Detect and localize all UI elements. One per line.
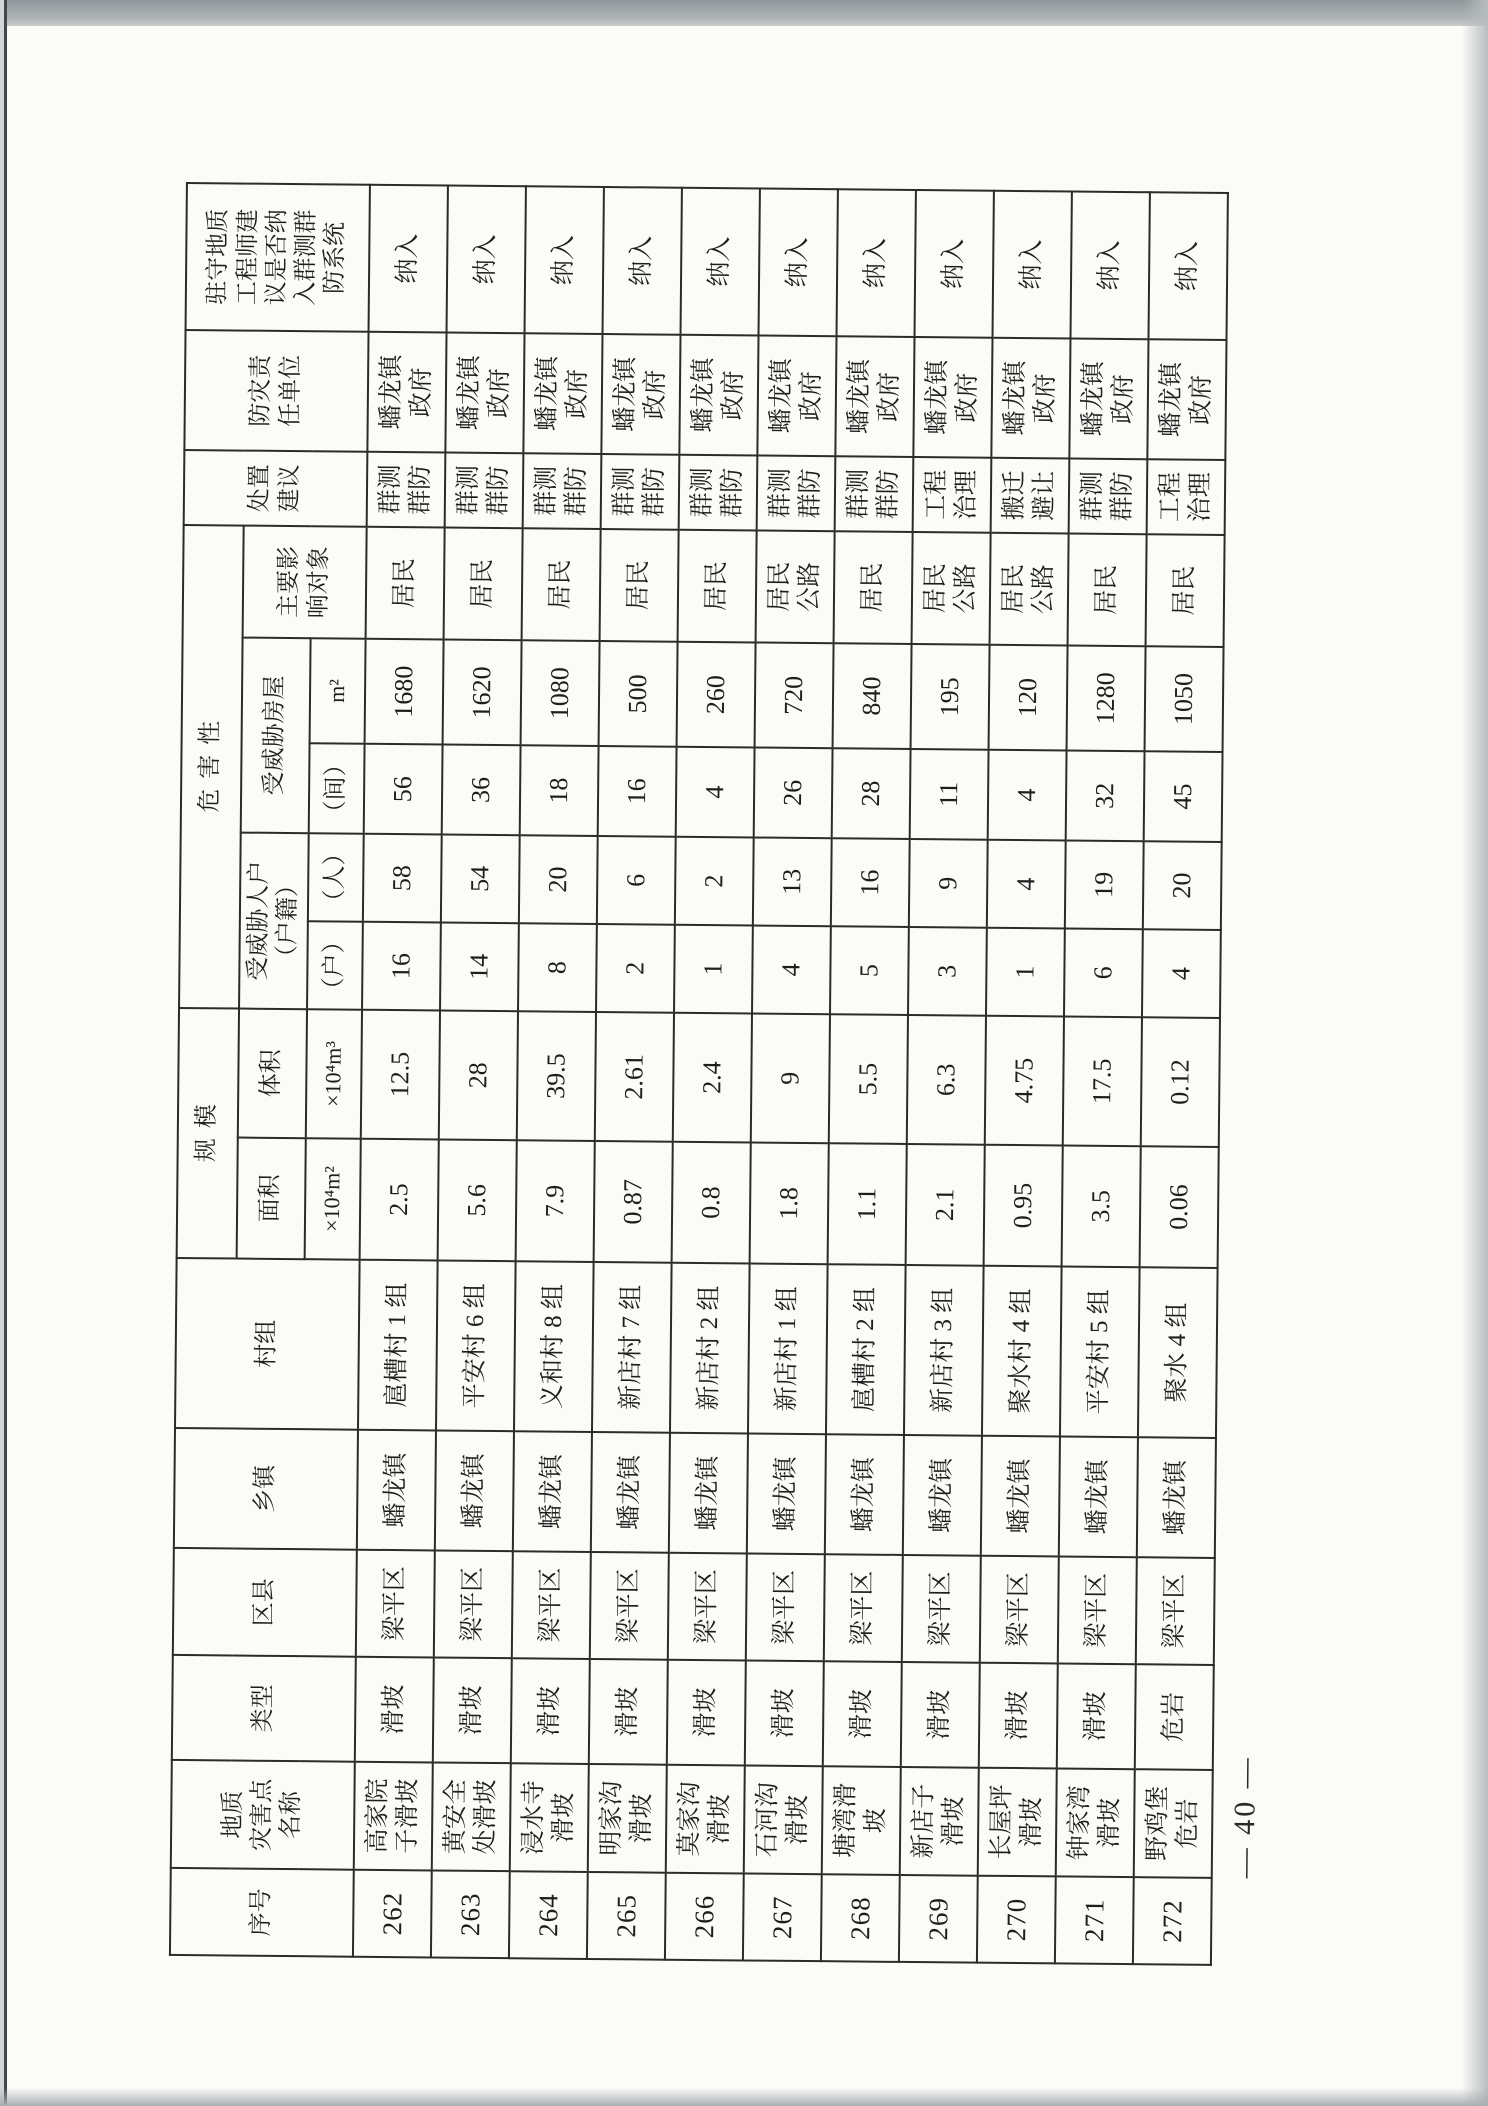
cell-district: 梁平区: [434, 1550, 513, 1658]
cell-hu: 16: [362, 922, 441, 1011]
cell-ren: 4: [987, 840, 1066, 929]
cell-hu: 8: [518, 923, 597, 1012]
cell-no: 267: [743, 1873, 822, 1961]
header-m2-unit: m²: [310, 638, 366, 744]
cell-ren: 16: [831, 838, 910, 927]
header-hazard-name: 地质 灾害点 名称: [171, 1760, 355, 1870]
cell-no: 271: [1055, 1876, 1134, 1964]
scan-top-shadow: [0, 0, 1488, 26]
cell-engineer: 纳入: [1071, 191, 1150, 339]
cell-hu: 1: [986, 928, 1065, 1017]
cell-town: 蟠龙镇: [1137, 1437, 1216, 1558]
header-suggestion: 处置 建议: [184, 450, 368, 527]
header-responsible: 防灾责 任单位: [184, 330, 368, 452]
table-row: [1133, 192, 1228, 1965]
cell-engineer: 纳入: [837, 189, 916, 337]
cell-area: 7.9: [516, 1140, 595, 1262]
cell-volume: 0.12: [1141, 1017, 1220, 1147]
cell-engineer: 纳入: [759, 188, 838, 336]
cell-hu: 4: [752, 925, 831, 1014]
cell-town: 蟠龙镇: [747, 1433, 826, 1554]
cell-engineer: 纳入: [1148, 192, 1227, 340]
cell-ren: 58: [363, 834, 442, 923]
cell-responsible: 蟠龙镇 政府: [913, 337, 992, 458]
cell-town: 蟠龙镇: [591, 1432, 670, 1553]
cell-m2: 500: [599, 641, 678, 747]
cell-responsible: 蟠龙镇 政府: [835, 336, 914, 457]
cell-name: 明家沟 滑坡: [588, 1764, 667, 1873]
cell-name: 黄安全 处滑坡: [432, 1762, 511, 1871]
cell-village: 新店村 7 组: [592, 1262, 672, 1433]
header-district: 区县: [173, 1548, 357, 1657]
cell-village: 平安村 5 组: [1060, 1266, 1140, 1437]
cell-impact: 居民 公路: [756, 530, 835, 643]
cell-suggestion: 群测 群防: [679, 455, 758, 531]
cell-no: 262: [353, 1870, 432, 1958]
cell-name: 石河沟 滑坡: [744, 1765, 823, 1874]
cell-suggestion: 群测 群防: [601, 454, 680, 530]
table-header: [170, 183, 370, 1957]
cell-suggestion: 群测 群防: [367, 452, 446, 528]
cell-jian: 11: [910, 749, 989, 840]
scan-right-shadow: [1462, 0, 1488, 2106]
cell-jian: 4: [988, 750, 1067, 841]
cell-district: 梁平区: [668, 1553, 747, 1661]
cell-district: 梁平区: [512, 1551, 591, 1659]
cell-m2: 720: [755, 642, 834, 748]
cell-no: 265: [587, 1872, 666, 1960]
cell-area: 5.6: [438, 1139, 517, 1261]
cell-area: 1.1: [828, 1143, 907, 1265]
cell-no: 263: [431, 1870, 510, 1958]
cell-impact: 居民: [1146, 534, 1225, 647]
cell-district: 梁平区: [824, 1554, 903, 1662]
cell-responsible: 蟠龙镇 政府: [523, 333, 602, 454]
cell-responsible: 蟠龙镇 政府: [1147, 339, 1226, 460]
cell-ren: 54: [441, 834, 520, 923]
cell-no: 264: [509, 1871, 588, 1959]
cell-name: 高家院 子滑坡: [354, 1762, 433, 1871]
cell-type: 滑坡: [355, 1657, 434, 1763]
cell-town: 蟠龙镇: [513, 1431, 592, 1552]
cell-name: 浸水寺 滑坡: [510, 1763, 589, 1872]
cell-no: 270: [977, 1876, 1056, 1964]
cell-responsible: 蟠龙镇 政府: [367, 332, 446, 453]
cell-responsible: 蟠龙镇 政府: [1069, 338, 1148, 459]
cell-impact: 居民: [522, 528, 601, 641]
cell-type: 滑坡: [823, 1661, 902, 1767]
cell-ren: 9: [909, 839, 988, 928]
cell-jian: 4: [676, 747, 755, 838]
cell-responsible: 蟠龙镇 政府: [679, 335, 758, 456]
cell-hu: 14: [440, 922, 519, 1011]
cell-m2: 1620: [443, 639, 522, 745]
cell-type: 滑坡: [901, 1662, 980, 1768]
cell-district: 梁平区: [902, 1555, 981, 1663]
cell-district: 梁平区: [1058, 1556, 1137, 1664]
cell-ren: 2: [675, 837, 754, 926]
cell-village: 义和村 8 组: [514, 1261, 594, 1432]
header-volume-unit: ×10⁴m³: [306, 1009, 362, 1139]
cell-suggestion: 群测 群防: [445, 452, 524, 528]
cell-town: 蟠龙镇: [981, 1436, 1060, 1557]
cell-volume: 5.5: [829, 1014, 908, 1144]
cell-m2: 1080: [521, 640, 600, 746]
cell-engineer: 纳入: [915, 190, 994, 338]
cell-town: 蟠龙镇: [669, 1433, 748, 1554]
cell-area: 1.8: [750, 1142, 829, 1264]
cell-volume: 4.75: [985, 1016, 1064, 1146]
cell-area: 0.87: [594, 1141, 673, 1263]
cell-volume: 39.5: [517, 1011, 596, 1141]
header-serial: 序号: [170, 1868, 354, 1957]
cell-m2: 195: [911, 644, 990, 750]
header-village: 村组: [175, 1258, 360, 1430]
cell-volume: 2.61: [595, 1012, 674, 1142]
cell-village: 聚水村 4 组: [982, 1266, 1062, 1437]
cell-impact: 居民: [444, 527, 523, 640]
cell-responsible: 蟠龙镇 政府: [991, 338, 1070, 459]
header-scale-group: 规模: [177, 1008, 239, 1259]
scan-left-spine-line: [4, 0, 7, 2106]
cell-name: 钟家湾 滑坡: [1056, 1768, 1135, 1877]
header-hazard-group: 危害性: [179, 525, 244, 1009]
header-town: 乡镇: [174, 1428, 358, 1550]
geohazard-table: [169, 182, 1229, 1966]
cell-jian: 32: [1066, 750, 1145, 841]
cell-name: 新店子 滑坡: [900, 1767, 979, 1876]
cell-no: 266: [665, 1873, 744, 1961]
cell-ren: 20: [519, 835, 598, 924]
cell-type: 滑坡: [745, 1660, 824, 1766]
cell-area: 0.95: [984, 1145, 1063, 1267]
cell-jian: 56: [364, 744, 443, 835]
cell-hu: 6: [1064, 928, 1143, 1017]
cell-hu: 4: [1142, 929, 1221, 1018]
cell-hu: 1: [674, 925, 753, 1014]
cell-responsible: 蟠龙镇 政府: [757, 335, 836, 456]
header-houses-group: 受威胁房屋: [241, 638, 311, 834]
header-households-group: 受威胁人户 （户籍）: [239, 833, 309, 1010]
cell-type: 滑坡: [589, 1659, 668, 1765]
cell-area: 2.1: [906, 1144, 985, 1266]
cell-name: 长屋坪 滑坡: [978, 1768, 1057, 1877]
cell-district: 梁平区: [746, 1553, 825, 1661]
cell-m2: 1050: [1145, 646, 1224, 752]
cell-m2: 1280: [1067, 645, 1146, 751]
cell-suggestion: 群测 群防: [757, 455, 836, 531]
landscape-sheet: [169, 178, 1262, 1966]
cell-no: 269: [899, 1875, 978, 1963]
cell-impact: 居民 公路: [990, 533, 1069, 646]
header-engineer-advice: 驻守地质 工程师建 议是否纳 入群测群 防系统: [186, 183, 370, 332]
cell-no: 268: [821, 1874, 900, 1962]
cell-district: 梁平区: [980, 1556, 1059, 1664]
cell-town: 蟠龙镇: [903, 1435, 982, 1556]
cell-village: 新店村 3 组: [904, 1265, 984, 1436]
cell-ren: 19: [1065, 840, 1144, 929]
cell-jian: 45: [1144, 751, 1223, 842]
cell-responsible: 蟠龙镇 政府: [601, 334, 680, 455]
cell-impact: 居民 公路: [912, 532, 991, 645]
cell-village: 聚水 4 组: [1138, 1267, 1218, 1438]
cell-volume: 6.3: [907, 1015, 986, 1145]
cell-engineer: 纳入: [525, 186, 604, 334]
cell-volume: 9: [751, 1013, 830, 1143]
header-jian-unit: （间）: [309, 743, 365, 834]
header-hu-unit: （户）: [307, 921, 363, 1010]
cell-district: 梁平区: [590, 1552, 669, 1660]
cell-area: 2.5: [360, 1139, 439, 1261]
cell-area: 0.8: [672, 1142, 751, 1264]
cell-ren: 13: [753, 837, 832, 926]
cell-impact: 居民: [600, 529, 679, 642]
cell-type: 滑坡: [511, 1658, 590, 1764]
cell-volume: 28: [439, 1010, 518, 1140]
cell-impact: 居民: [366, 527, 445, 640]
header-volume: 体积: [238, 1009, 307, 1139]
cell-village: 扈槽村 1 组: [358, 1260, 438, 1431]
cell-engineer: 纳入: [369, 185, 448, 333]
cell-engineer: 纳入: [681, 188, 760, 336]
cell-town: 蟠龙镇: [357, 1430, 436, 1551]
cell-suggestion: 搬迁 避让: [991, 458, 1070, 534]
cell-m2: 260: [677, 642, 756, 748]
cell-type: 滑坡: [1057, 1663, 1136, 1769]
cell-name: 塘湾滑 坡: [822, 1766, 901, 1875]
cell-m2: 1680: [365, 639, 444, 745]
cell-type: 危岩: [1135, 1664, 1214, 1770]
rotated-table-area: [186, 178, 1262, 1956]
cell-hu: 2: [596, 924, 675, 1013]
header-row-1: [170, 183, 247, 1956]
cell-engineer: 纳入: [993, 191, 1072, 339]
cell-no: 272: [1133, 1877, 1212, 1965]
cell-area: 0.06: [1140, 1146, 1219, 1268]
cell-hu: 5: [830, 926, 909, 1015]
header-area: 面积: [237, 1138, 306, 1260]
cell-jian: 28: [832, 748, 911, 839]
table-body: [353, 185, 1228, 1965]
header-impact: 主要影 响对象: [243, 526, 367, 639]
cell-village: 平安村 6 组: [436, 1260, 516, 1431]
cell-type: 滑坡: [667, 1660, 746, 1766]
cell-jian: 26: [754, 747, 833, 838]
cell-name: 野鸡堡 危岩: [1134, 1769, 1213, 1878]
header-ren-unit: （人）: [308, 833, 364, 922]
cell-village: 扈槽村 2 组: [826, 1264, 906, 1435]
cell-village: 新店村 2 组: [670, 1263, 750, 1434]
cell-district: 梁平区: [1136, 1557, 1215, 1665]
cell-area: 3.5: [1062, 1145, 1141, 1267]
cell-ren: 20: [1143, 841, 1222, 930]
cell-name: 莫家沟 滑坡: [666, 1765, 745, 1874]
cell-type: 滑坡: [433, 1657, 512, 1763]
header-area-unit: ×10⁴m²: [305, 1138, 361, 1260]
cell-jian: 16: [598, 746, 677, 837]
cell-m2: 840: [833, 643, 912, 749]
cell-impact: 居民: [678, 530, 757, 643]
cell-suggestion: 工程 治理: [913, 457, 992, 533]
cell-volume: 12.5: [361, 1010, 440, 1140]
cell-town: 蟠龙镇: [825, 1434, 904, 1555]
cell-engineer: 纳入: [603, 187, 682, 335]
cell-engineer: 纳入: [447, 185, 526, 333]
cell-m2: 120: [989, 645, 1068, 751]
cell-jian: 36: [442, 744, 521, 835]
cell-hu: 3: [908, 927, 987, 1016]
cell-volume: 2.4: [673, 1013, 752, 1143]
cell-suggestion: 工程 治理: [1147, 459, 1226, 535]
cell-village: 新店村 1 组: [748, 1263, 828, 1434]
cell-impact: 居民: [834, 531, 913, 644]
cell-town: 蟠龙镇: [435, 1430, 514, 1551]
cell-volume: 17.5: [1063, 1016, 1142, 1146]
cell-impact: 居民: [1068, 533, 1147, 646]
scan-bottom-shadow: [0, 2088, 1488, 2106]
cell-type: 滑坡: [979, 1663, 1058, 1769]
cell-town: 蟠龙镇: [1059, 1436, 1138, 1557]
cell-jian: 18: [520, 745, 599, 836]
cell-district: 梁平区: [356, 1550, 435, 1658]
cell-responsible: 蟠龙镇 政府: [445, 332, 524, 453]
cell-ren: 6: [597, 836, 676, 925]
cell-suggestion: 群测 群防: [523, 453, 602, 529]
cell-suggestion: 群测 群防: [835, 456, 914, 532]
header-type: 类型: [172, 1655, 356, 1762]
cell-suggestion: 群测 群防: [1069, 458, 1148, 534]
page-number: — 40 —: [1227, 1755, 1262, 1879]
